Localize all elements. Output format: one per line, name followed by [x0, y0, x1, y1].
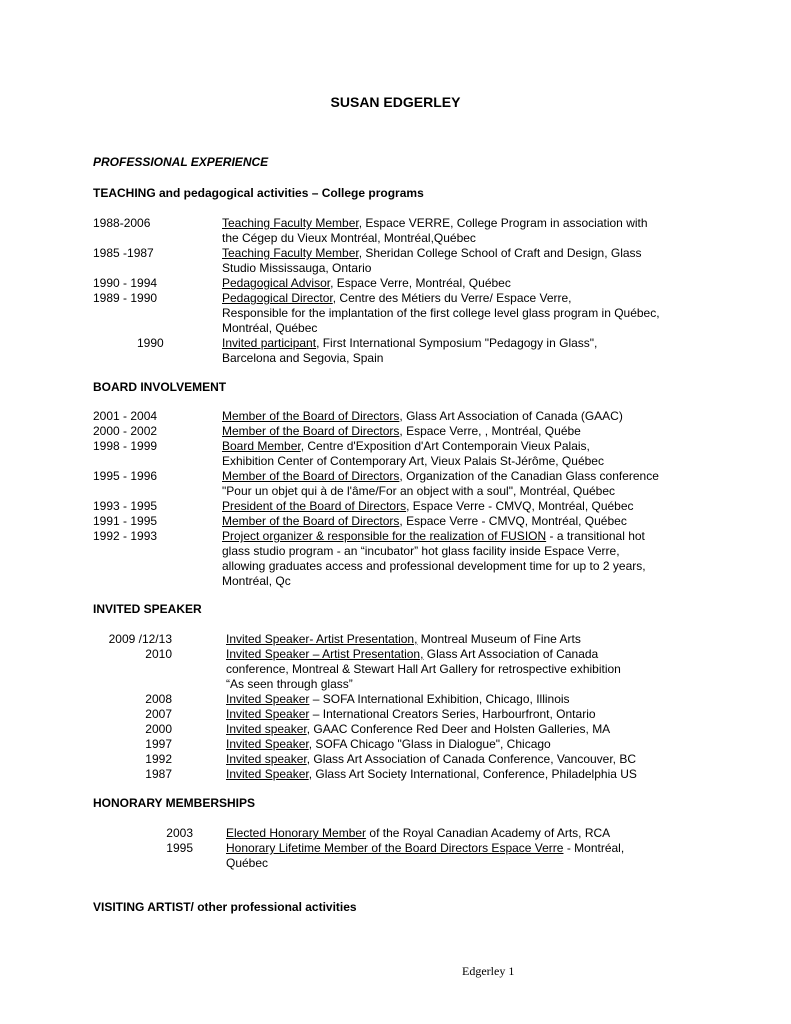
teaching-entry-continuation: Responsible for the implantation of the first college level glass program in Québec,	[222, 306, 660, 320]
teaching-entry-detail: , First International Symposium "Pedagogy in Glass",	[316, 336, 598, 350]
teaching-entry-date: 1989 - 1990	[93, 291, 158, 305]
teaching-entry-text	[222, 291, 572, 306]
board-entry-text	[222, 514, 627, 529]
honorary-entry-text	[226, 841, 624, 856]
speaker-entry-date: 1997	[145, 737, 172, 751]
section-heading-professional: PROFESSIONAL EXPERIENCE	[93, 155, 269, 169]
board-entry-date: 1998 - 1999	[93, 439, 158, 453]
board-entry-detail: , Espace Verre - CMVQ, Montréal, Québec	[406, 499, 634, 513]
honorary-entry-date: 1995	[166, 841, 193, 855]
board-entry-role: Member of the Board of Directors	[222, 469, 400, 483]
speaker-entry-date: 2000	[145, 722, 172, 736]
speaker-entry-continuation: “As seen through glass”	[226, 677, 353, 691]
board-entry-role: President of the Board of Directors	[222, 499, 407, 513]
speaker-entry-text	[226, 632, 581, 647]
speaker-entry-continuation: conference, Montreal & Stewart Hall Art Gallery for retrospective exhibition	[226, 662, 621, 676]
speaker-entry-detail: Montreal Museum of Fine Arts	[417, 632, 581, 646]
speaker-entry-role: Invited Speaker	[226, 692, 310, 706]
speaker-entry-date: 2007	[145, 707, 172, 721]
speaker-heading: INVITED SPEAKER	[93, 602, 202, 616]
board-entry-continuation: glass studio program - an “incubator” hot glass facility inside Espace Verre,	[222, 544, 620, 558]
speaker-entry-role: Invited speaker	[226, 752, 307, 766]
visiting-heading: VISITING ARTIST/ other professional activities	[93, 900, 357, 914]
board-entry-role: Member of the Board of Directors	[222, 514, 400, 528]
board-entry-text	[222, 469, 659, 484]
speaker-entry-text	[226, 722, 610, 737]
teaching-entry-role: Pedagogical Director	[222, 291, 333, 305]
board-entry-detail: , Espace Verre - CMVQ, Montréal, Québec	[399, 514, 627, 528]
speaker-entry-date: 1987	[145, 767, 172, 781]
honorary-entry-detail: - Montréal,	[563, 841, 625, 855]
board-entry-detail: , Espace Verre, , Montréal, Québe	[399, 424, 581, 438]
honorary-entry-text	[226, 826, 610, 841]
board-entry-detail: - a transitional hot	[546, 529, 645, 543]
speaker-entry-role: Invited Speaker	[226, 767, 309, 781]
board-entry-detail: , Centre d'Exposition d'Art Contemporain Vieux Palais,	[300, 439, 590, 453]
honorary-entry-date: 2003	[166, 826, 193, 840]
board-entry-detail: , Organization of the Canadian Glass conference	[399, 469, 659, 483]
speaker-entry-detail: – International Creators Series, Harbourfront, Ontario	[309, 707, 596, 721]
speaker-entry-text	[226, 752, 636, 767]
teaching-entry-role: Teaching Faculty Member	[222, 216, 359, 230]
board-entry-continuation: Exhibition Center of Contemporary Art, Vieux Palais St-Jérôme, Québec	[222, 454, 604, 468]
teaching-entry-text	[222, 246, 642, 261]
speaker-entry-date: 1992	[145, 752, 172, 766]
speaker-entry-detail: , Glass Art Society International, Conference, Philadelphia US	[308, 767, 637, 781]
board-entry-role: Member of the Board of Directors	[222, 424, 400, 438]
teaching-entry-detail: , Sheridan College School of Craft and Design, Glass	[358, 246, 642, 260]
speaker-entry-detail: , SOFA Chicago "Glass in Dialogue", Chicago	[308, 737, 551, 751]
teaching-entry-text	[222, 336, 597, 351]
page-title: SUSAN EDGERLEY	[330, 94, 461, 110]
board-entry-date: 1991 - 1995	[93, 514, 158, 528]
teaching-entry-date: 1990 - 1994	[93, 276, 158, 290]
teaching-entry-text	[222, 276, 511, 291]
speaker-entry-role: Invited speaker	[226, 722, 307, 736]
speaker-entry-date: 2008	[145, 692, 172, 706]
speaker-entry-text	[226, 767, 637, 782]
board-entry-text	[222, 439, 590, 454]
board-entry-date: 2001 - 2004	[93, 409, 158, 423]
honorary-heading: HONORARY MEMBERSHIPS	[93, 796, 256, 810]
speaker-entry-date: 2009 /12/13	[108, 632, 172, 646]
speaker-entry-detail: , GAAC Conference Red Deer and Holsten Galleries, MA	[306, 722, 611, 736]
teaching-entry-role: Invited participant	[222, 336, 317, 350]
speaker-entry-role: Invited Speaker	[226, 707, 310, 721]
honorary-entry-role: Elected Honorary Member	[226, 826, 367, 840]
teaching-entry-detail: , Espace VERRE, College Program in association with	[358, 216, 648, 230]
board-heading: BOARD INVOLVEMENT	[93, 380, 227, 394]
board-entry-continuation: Montréal, Qc	[222, 574, 291, 588]
page-footer: Edgerley 1	[462, 964, 515, 978]
board-entry-date: 1992 - 1993	[93, 529, 158, 543]
speaker-entry-text	[226, 737, 551, 752]
speaker-entry-role: Invited Speaker – Artist Presentation,	[226, 647, 424, 661]
teaching-entry-role: Teaching Faculty Member	[222, 246, 359, 260]
board-entry-detail: , Glass Art Association of Canada (GAAC)	[399, 409, 623, 423]
board-entry-continuation: allowing graduates access and professional development time for up to 2 years,	[222, 559, 646, 573]
board-entry-role: Member of the Board of Directors	[222, 409, 400, 423]
board-entry-date: 2000 - 2002	[93, 424, 158, 438]
speaker-entry-detail: – SOFA International Exhibition, Chicago, Illinois	[309, 692, 570, 706]
speaker-entry-text	[226, 692, 570, 707]
teaching-entry-continuation: Studio Mississauga, Ontario	[222, 261, 372, 275]
speaker-entry-detail: Glass Art Association of Canada	[423, 647, 599, 661]
teaching-entry-continuation: the Cégep du Vieux Montréal, Montréal,Québec	[222, 231, 476, 245]
board-entry-date: 1995 - 1996	[93, 469, 158, 483]
teaching-entry-date: 1988-2006	[93, 216, 151, 230]
speaker-entry-text	[226, 707, 596, 722]
speaker-entry-role: Invited Speaker- Artist Presentation,	[226, 632, 418, 646]
speaker-entry-text	[226, 647, 598, 662]
teaching-entry-date: 1990	[137, 336, 164, 350]
teaching-entry-detail: , Centre des Métiers du Verre/ Espace Verre,	[332, 291, 572, 305]
board-entry-text	[222, 424, 581, 439]
teaching-entry-date: 1985 -1987	[93, 246, 154, 260]
speaker-entry-role: Invited Speaker	[226, 737, 309, 751]
board-entry-text	[222, 409, 623, 424]
teaching-entry-role: Pedagogical Advisor	[222, 276, 331, 290]
honorary-entry-continuation: Québec	[226, 856, 269, 870]
board-entry-text	[222, 499, 634, 514]
teaching-entry-detail: , Espace Verre, Montréal, Québec	[330, 276, 511, 290]
honorary-entry-role: Honorary Lifetime Member of the Board Directors Espace Verre	[226, 841, 564, 855]
honorary-entry-detail: of the Royal Canadian Academy of Arts, RCA	[366, 826, 611, 840]
board-entry-text	[222, 529, 645, 544]
speaker-entry-detail: , Glass Art Association of Canada Conference, Vancouver, BC	[306, 752, 637, 766]
speaker-entry-date: 2010	[145, 647, 172, 661]
board-entry-date: 1993 - 1995	[93, 499, 158, 513]
teaching-heading: TEACHING and pedagogical activities – College programs	[93, 186, 424, 200]
board-entry-role: Project organizer & responsible for the realization of FUSION	[222, 529, 547, 543]
board-entry-role: Board Member	[222, 439, 301, 453]
teaching-entry-text	[222, 216, 648, 231]
teaching-entry-continuation: Barcelona and Segovia, Spain	[222, 351, 384, 365]
teaching-entry-continuation: Montréal, Québec	[222, 321, 318, 335]
board-entry-continuation: "Pour un objet qui à de l'âme/For an object with a soul", Montréal, Québec	[222, 484, 616, 498]
